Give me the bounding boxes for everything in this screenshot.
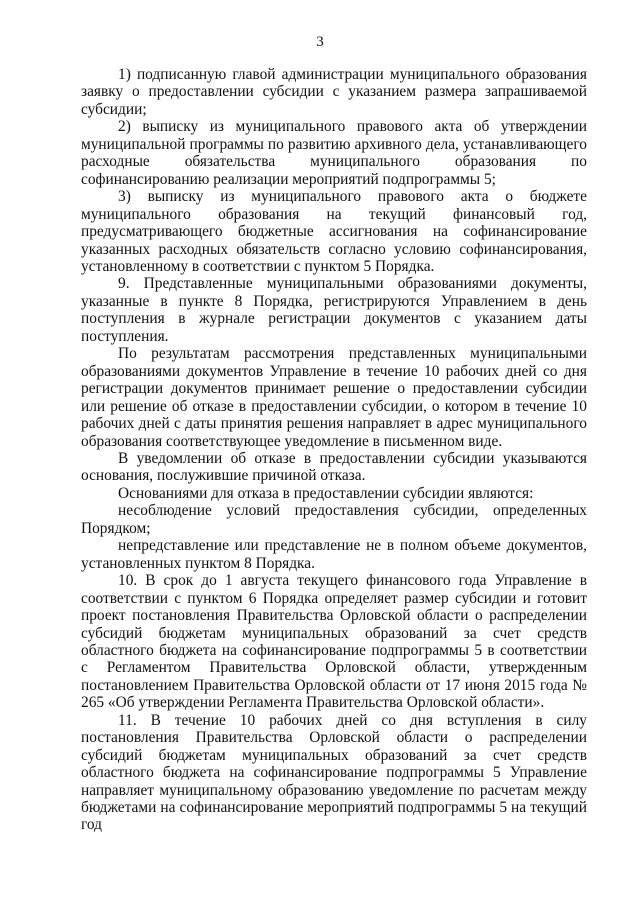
paragraph-refusal-grounds: Основаниями для отказа в предоставлении субсидии являются: bbox=[118, 484, 534, 502]
page-number: 3 bbox=[316, 34, 324, 50]
paragraph-refusal-notice: В уведомлении об отказе в предоставлении субсидии указываются основания, послужившие причиной отказа. bbox=[81, 449, 587, 485]
paragraph-item-3: 3) выписку из муниципального правового акта о бюджете муниципального образования на текущий финансовый год, предусматривающего бюджетные ассигнования на софинансирование указанных расходных обязательств согласно условию софинансирования, установленному в соответствии с пунктом 5 Порядка. bbox=[81, 188, 587, 275]
paragraph-clause-11: 11. В течение 10 рабочих дней со дня вступления в силу постановления Правительства Орловской области о распределении субсидий бюджетам муниципальных образований за счет средств областного бюджета на софинансирование подпрограммы 5 Управление направляет муниципальному образованию уведомление по расчетам между бюджетами на софинансирование мероприятий подпрограммы 5 на текущий год bbox=[81, 711, 587, 834]
paragraph-clause-10: 10. В срок до 1 августа текущего финансового года Управление в соответствии с пунктом 6 Порядка определяет размер субсидии и готовит проект постановления Правительства Орловской области о распределении субсидий бюджетам муниципальных образований за счет средств областного бюджета на софинансирование подпрограммы 5 в соответствии с Регламентом Правительства Орловской области, утвержденным постановлением Правительства Орловской области от 17 июня 2015 года № 265 «Об утверждении Регламента Правительства Орловской области». bbox=[81, 572, 587, 712]
paragraph-item-2: 2) выписку из муниципального правового акта об утверждении муниципальной программы по развитию архивного дела, устанавливающего расходные обязательства муниципального образования по софинансированию реализации мероприятий подпрограммы 5; bbox=[81, 118, 587, 188]
body-text bbox=[81, 66, 587, 834]
paragraph-review-results: По результатам рассмотрения представленных муниципальными образованиями документов Управление в течение 10 рабочих дней со дня регистрации документов принимает решение о предоставлении субсидии или решение об отказе в предоставлении субсидии, о котором в течение 10 рабочих дней с даты принятия решения направляет в адрес муниципального образования соответствующее уведомление в письменном виде. bbox=[81, 345, 587, 450]
paragraph-clause-9: 9. Представленные муниципальными образованиями документы, указанные в пункте 8 Порядка, регистрируются Управлением в день поступления в журнале регистрации документов с указанием даты поступления. bbox=[81, 275, 587, 345]
paragraph-ground-1: несоблюдение условий предоставления субсидии, определенных Порядком; bbox=[81, 502, 587, 537]
paragraph-ground-2: непредставление или представление не в полном объеме документов, установленных пунктом 8 Порядка. bbox=[81, 537, 587, 572]
paragraph-item-1: 1) подписанную главой администрации муниципального образования заявку о предоставлении субсидии с указанием размера запрашиваемой субсидии; bbox=[81, 66, 587, 118]
